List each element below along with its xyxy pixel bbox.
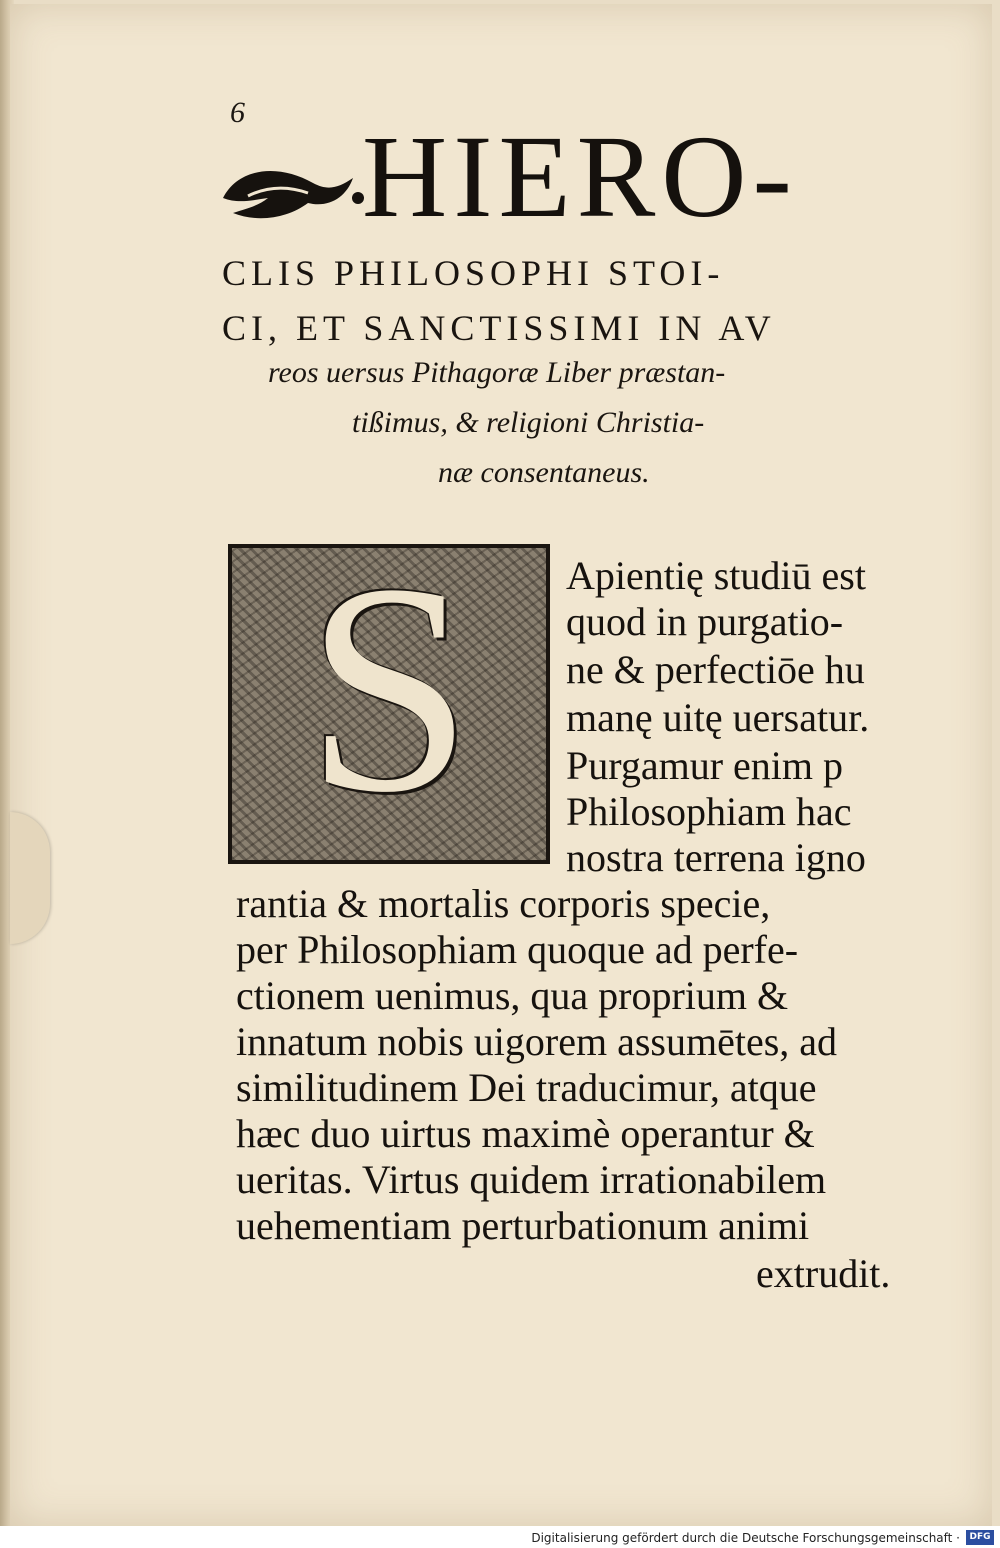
body-line-10: ctionem uenimus, qua proprium & <box>236 973 789 1018</box>
body-line-8: rantia & mortalis corporis specie, <box>236 881 771 926</box>
title-line-1: HIERO- <box>362 111 798 242</box>
body-line-4: manę uitę uersatur. <box>566 695 870 740</box>
body-line-14: ueritas. Virtus quidem irrationabilem <box>236 1157 827 1202</box>
body-line-15: uehementiam perturbationum animi <box>236 1203 810 1248</box>
folio-number: 6 <box>230 96 245 129</box>
subtitle-line-1: reos uersus Pithagoræ Liber præstan- <box>268 356 726 389</box>
title-line-3: CI, ET SANCTISSIMI IN AV <box>222 308 776 348</box>
body-line-6: Philosophiam hac <box>566 789 852 834</box>
body-line-13: hæc duo uirtus maximè operantur & <box>236 1111 815 1156</box>
subtitle-line-3: næ consentaneus. <box>438 456 650 489</box>
body-line-16: extrudit. <box>756 1251 891 1296</box>
body-line-7: nostra terrena igno <box>566 835 866 880</box>
body-line-2: quod in purgatio- <box>566 599 844 644</box>
decorated-initial <box>228 544 550 864</box>
leaf-ornament-icon <box>218 158 368 228</box>
title-line-2: CLIS PHILOSOPHI STOI- <box>222 253 725 293</box>
body-line-5: Purgamur enim p <box>566 743 844 788</box>
initial-letter: S <box>305 544 473 854</box>
dfg-logo-icon: DFG <box>966 1530 994 1545</box>
subtitle-line-2: tißimus, & religioni Christia- <box>352 406 705 439</box>
body-line-3: ne & perfectiōe hu <box>566 647 865 692</box>
body-line-1: Apientię studiū est <box>566 553 866 598</box>
body-line-9: per Philosophiam quoque ad perfe- <box>236 927 799 972</box>
page-tab <box>10 812 50 944</box>
footer-credit: Digitalisierung gefördert durch die Deutsche Forschungsgemeinschaft · <box>531 1531 960 1545</box>
body-line-11: innatum nobis uigorem assumētes, ad <box>236 1019 838 1064</box>
body-line-12: similitudinem Dei traducimur, atque <box>236 1065 817 1110</box>
footer-bar <box>0 1526 1000 1548</box>
